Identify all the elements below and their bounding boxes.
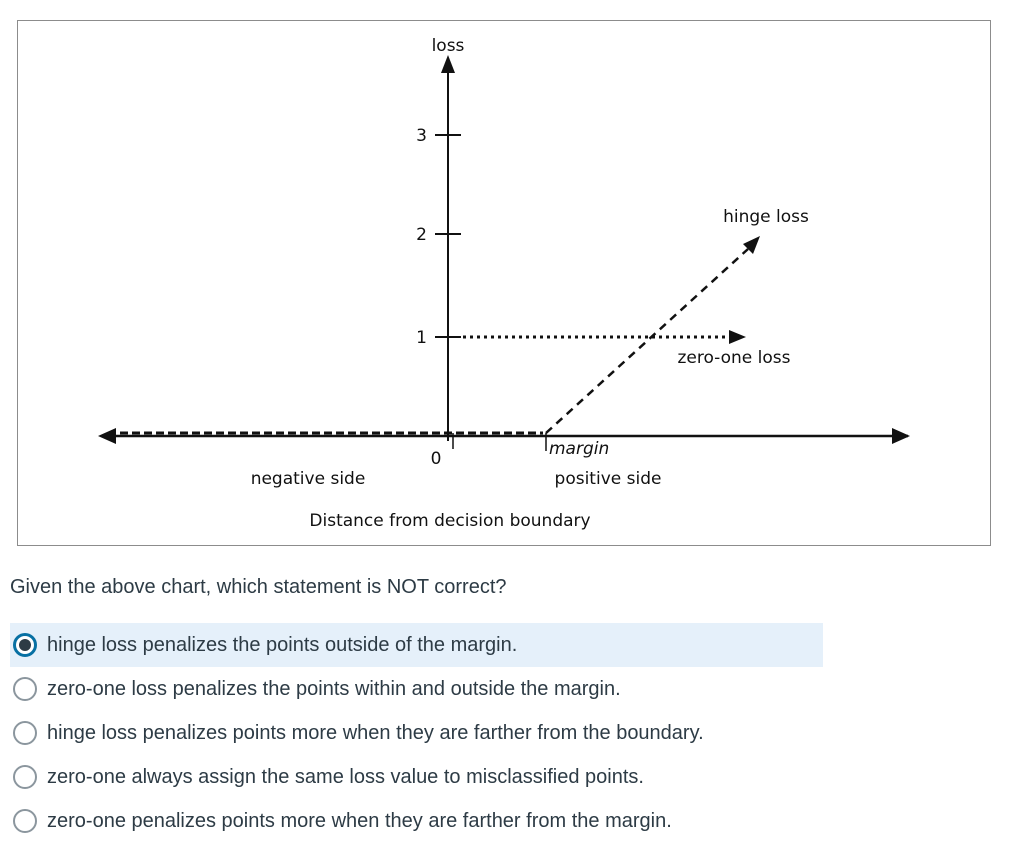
- radio-dot-icon: [19, 639, 31, 651]
- question-text: Given the above chart, which statement is NOT correct?: [10, 576, 507, 598]
- y-tick-label-1: 1: [416, 328, 427, 348]
- answer-list: [10, 623, 823, 843]
- radio-button-icon[interactable]: [13, 633, 37, 657]
- answer-option-2[interactable]: [10, 667, 823, 711]
- negative-side-label: negative side: [250, 469, 366, 489]
- origin-label: 0: [430, 449, 442, 469]
- y-axis-label: loss: [431, 36, 465, 56]
- loss-diagram: [18, 21, 992, 547]
- answer-label-4: zero-one always assign the same loss value to misclassified points.: [47, 765, 644, 788]
- answer-label-1: hinge loss penalizes the points outside of the margin.: [47, 633, 518, 656]
- x-axis-label: Distance from decision boundary: [309, 511, 591, 531]
- y-tick-label-2: 2: [416, 225, 427, 245]
- radio-button-icon[interactable]: [13, 765, 37, 789]
- answer-option-3[interactable]: [10, 711, 823, 755]
- x-axis-right-arrow-icon: [892, 428, 910, 444]
- radio-button-icon[interactable]: [13, 809, 37, 833]
- answer-option-1[interactable]: [10, 623, 823, 667]
- zero-one-loss-label: zero-one loss: [677, 348, 791, 368]
- figure-frame: [17, 20, 991, 546]
- y-tick-label-3: 3: [416, 126, 427, 146]
- radio-button-icon[interactable]: [13, 677, 37, 701]
- positive-side-label: positive side: [554, 469, 662, 489]
- y-axis-arrow-icon: [441, 55, 455, 73]
- answer-label-3: hinge loss penalizes points more when they are farther from the boundary.: [47, 721, 704, 744]
- answer-option-5[interactable]: [10, 799, 823, 843]
- answer-label-5: zero-one penalizes points more when they are farther from the margin.: [47, 809, 672, 832]
- hinge-loss-label: hinge loss: [723, 207, 809, 227]
- answer-option-4[interactable]: [10, 755, 823, 799]
- margin-label: margin: [549, 439, 610, 459]
- radio-button-icon[interactable]: [13, 721, 37, 745]
- hinge-loss-line: [546, 249, 748, 433]
- answer-label-2: zero-one loss penalizes the points within and outside the margin.: [47, 677, 621, 700]
- x-axis-left-arrow-icon: [98, 428, 116, 444]
- zero-one-arrow-icon: [729, 330, 746, 344]
